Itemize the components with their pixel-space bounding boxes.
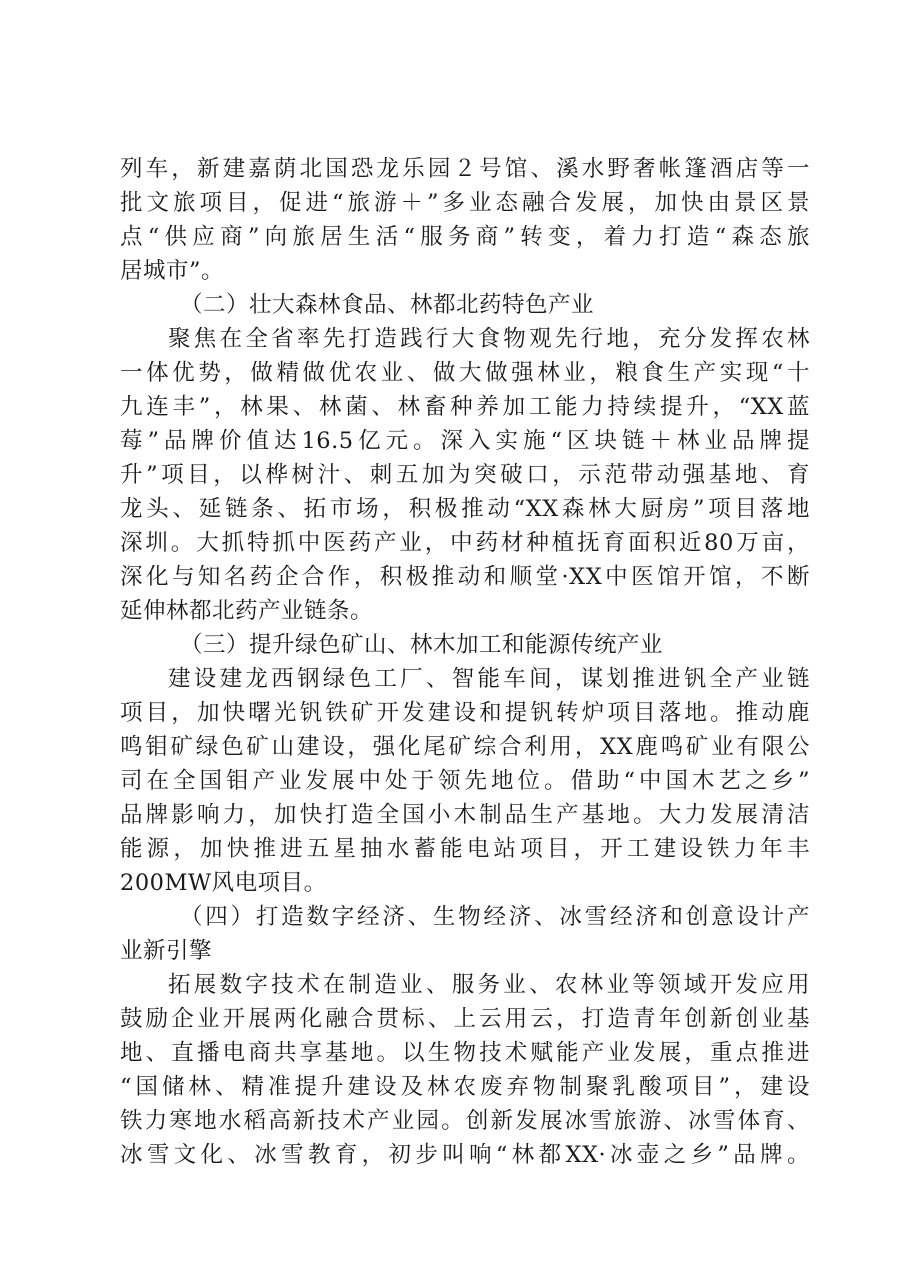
text-line: 批文旅项目，促进“旅游＋”多业态融合发展，加快由景区景: [120, 190, 810, 216]
section-heading-4: [120, 900, 810, 968]
heading-line: （三）提升绿色矿山、林木加工和能源传统产业: [180, 632, 664, 658]
text-line: 拓展数字技术在制造业、服务业、农林业等领域开发应用: [168, 972, 810, 998]
text-line: 建设建龙西钢绿色工厂、智能车间，谋划推进钒全产业链: [168, 666, 810, 692]
section-heading-2: [120, 288, 810, 322]
text-line: 一体优势，做精做优农业、做大做强林业，粮食生产实现“十: [120, 360, 810, 386]
document-page: [120, 152, 810, 1172]
heading-line: （二）壮大森林食品、林都北药特色产业: [180, 292, 595, 318]
text-line: 龙头、延链条、拓市场，积极推动“XX森林大厨房”项目落地: [120, 496, 810, 522]
text-line: “国储林、精准提升建设及林农废弃物制聚乳酸项目”，建设: [120, 1074, 810, 1100]
heading-line: 业新引擎: [120, 938, 213, 964]
paragraph-green-mining: [120, 662, 810, 900]
text-line: 铁力寒地水稻高新技术产业园。创新发展冰雪旅游、冰雪体育、: [120, 1108, 810, 1134]
text-line: 品牌影响力，加快打造全国小木制品生产基地。大力发展清洁: [120, 802, 810, 828]
paragraph-forest-food: [120, 322, 810, 628]
paragraph-tourism-continuation: [120, 152, 810, 288]
text-line: 项目，加快曙光钒铁矿开发建设和提钒转炉项目落地。推动鹿: [120, 700, 810, 726]
text-line: 鸣钼矿绿色矿山建设，强化尾矿综合利用，XX鹿鸣矿业有限公: [120, 734, 810, 760]
heading-line: （四）打造数字经济、生物经济、冰雪经济和创意设计产: [180, 904, 810, 930]
text-line: 200MW风电项目。: [120, 870, 327, 896]
text-line: 聚焦在全省率先打造践行大食物观先行地，充分发挥农林: [168, 326, 810, 352]
text-line: 升”项目，以桦树汁、刺五加为突破口，示范带动强基地、育: [120, 462, 810, 488]
text-line: 列车，新建嘉荫北国恐龙乐园２号馆、溪水野奢帐篷酒店等一: [120, 156, 810, 182]
paragraph-digital-economy: [120, 968, 810, 1172]
text-line: 延伸林都北药产业链条。: [120, 598, 374, 624]
text-line: 九连丰”，林果、林菌、林畜种养加工能力持续提升，“XX蓝: [120, 394, 810, 420]
text-line: 点“供应商”向旅居生活“服务商”转变，着力打造“森态旅: [120, 224, 810, 250]
text-line: 地、直播电商共享基地。以生物技术赋能产业发展，重点推进: [120, 1040, 810, 1066]
section-heading-3: [120, 628, 810, 662]
text-line: 司在全国钼产业发展中处于领先地位。借助“中国木艺之乡”: [120, 768, 810, 794]
text-line: 鼓励企业开展两化融合贯标、上云用云，打造青年创新创业基: [120, 1006, 810, 1032]
text-line: 莓”品牌价值达16.5亿元。深入实施“区块链＋林业品牌提: [120, 428, 810, 454]
text-line: 能源，加快推进五星抽水蓄能电站项目，开工建设铁力年丰: [120, 836, 810, 862]
text-line: 深圳。大抓特抓中医药产业，中药材种植抚育面积近80万亩，: [120, 530, 810, 556]
text-line: 居城市”。: [120, 258, 225, 284]
text-line: 深化与知名药企合作，积极推动和顺堂·XX中医馆开馆，不断: [120, 564, 810, 590]
text-line: 冰雪文化、冰雪教育，初步叫响“林都XX·冰壶之乡”品牌。: [120, 1142, 810, 1168]
